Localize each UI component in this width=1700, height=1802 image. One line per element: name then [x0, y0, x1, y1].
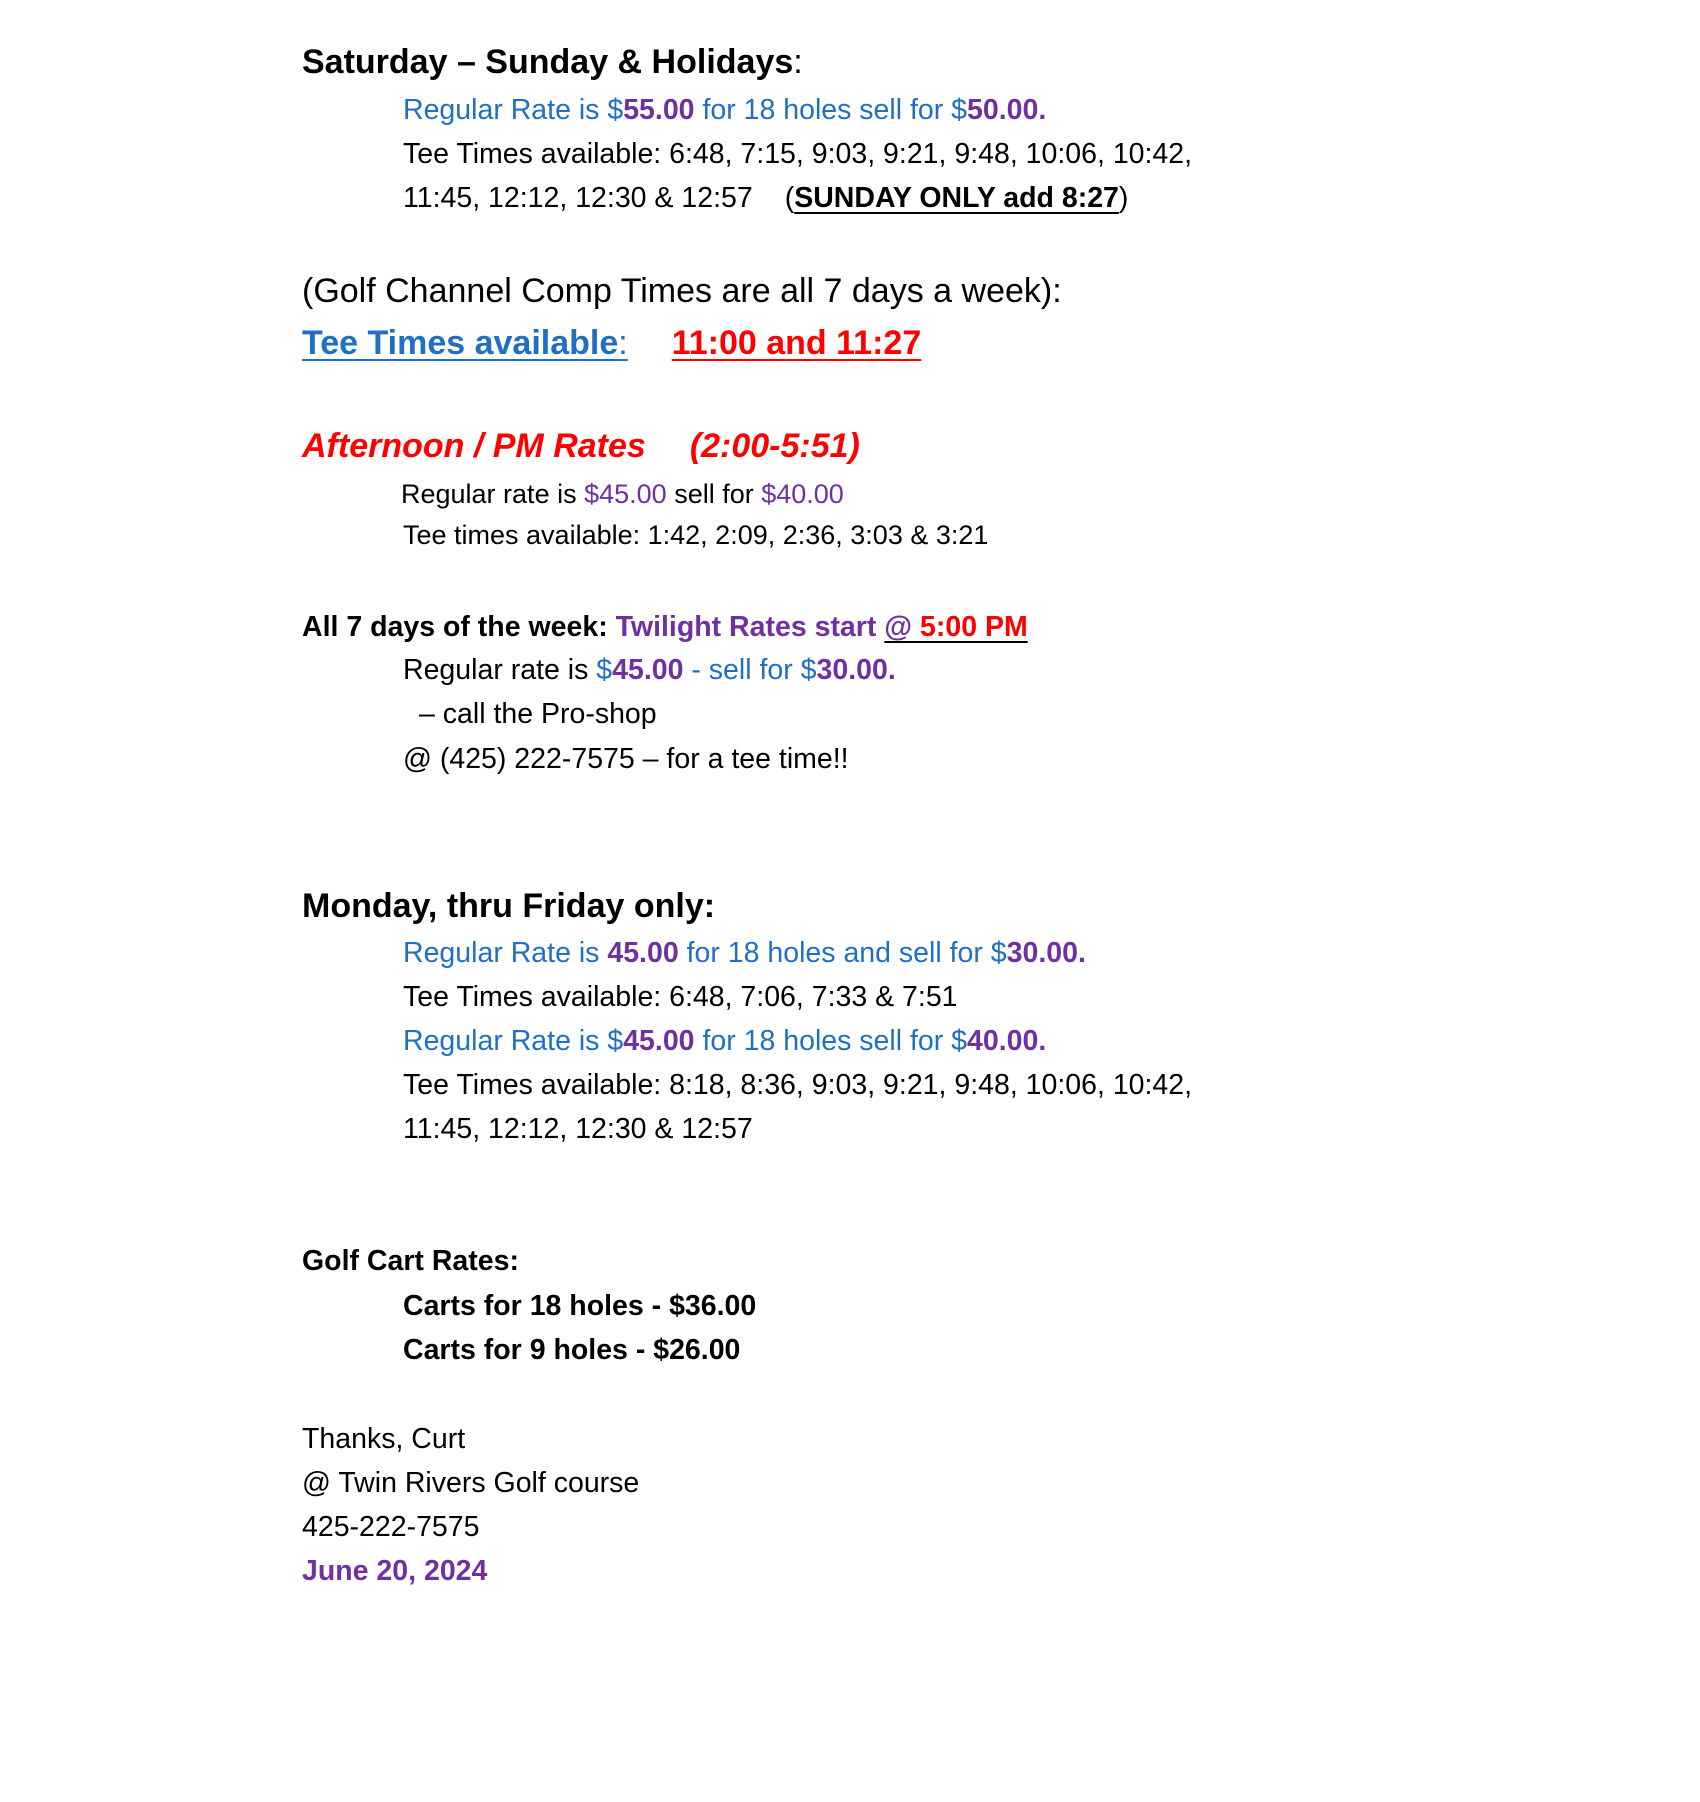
- afternoon-rate-prefix: Regular rate is: [401, 479, 585, 509]
- weekday-rate2-line: [403, 1027, 1046, 1056]
- afternoon-heading-text: Afternoon / PM Rates: [302, 427, 646, 465]
- twilight-heading: [302, 613, 1028, 642]
- sunday-only-note: SUNDAY ONLY add 8:27: [794, 182, 1119, 214]
- twilight-rate-line: [403, 656, 896, 685]
- twilight-label: All 7 days of the week:: [302, 611, 616, 643]
- afternoon-hours: (2:00-5:51): [689, 427, 860, 465]
- weekday-rate1-sell: 30.00.: [1006, 937, 1086, 969]
- weekend-heading-colon: :: [793, 43, 803, 81]
- weekday-rate2-sell: 40.00.: [967, 1025, 1047, 1057]
- weekday-rate1-middle: for 18 holes and sell for $: [678, 937, 1007, 969]
- twilight-phone-line: @ (425) 222-7575 – for a tee time!!: [403, 743, 849, 775]
- weekend-rate-sell: 50.00.: [967, 94, 1047, 126]
- golf-channel-heading: (Golf Channel Comp Times are all 7 days a week):: [302, 272, 1062, 310]
- weekend-tee-line-1: Tee Times available: 6:48, 7:15, 9:03, 9:21, 9:48, 10:06, 10:42,: [403, 138, 1193, 170]
- twilight-rate-sell: 30.00.: [816, 654, 896, 686]
- golf-channel-tee-label-text: Tee Times available: [302, 324, 619, 362]
- twilight-at: @: [884, 611, 913, 643]
- weekday-rate1-prefix: Regular Rate is: [403, 937, 608, 969]
- afternoon-rate-regular: $45.00: [584, 479, 667, 509]
- weekend-heading-text: Saturday – Sunday & Holidays: [302, 43, 794, 81]
- golf-channel-tee-label: [302, 324, 672, 362]
- weekday-rate1-regular: 45.00: [607, 937, 679, 969]
- sunday-note-open: (: [784, 182, 795, 214]
- twilight-rates-label: Twilight Rates start: [615, 611, 885, 643]
- weekend-rate-regular: 55.00: [623, 94, 695, 126]
- afternoon-rate-sell: $40.00: [761, 479, 844, 509]
- twilight-rate-regular: 45.00: [612, 654, 684, 686]
- weekend-heading: [302, 45, 803, 79]
- cart-rates-heading: Golf Cart Rates:: [302, 1245, 519, 1277]
- signature-thanks: Thanks, Curt: [302, 1423, 466, 1455]
- weekday-rate2-regular: 45.00: [623, 1025, 695, 1057]
- weekend-rate-prefix: Regular Rate is $: [403, 94, 624, 126]
- weekday-tee1-line: Tee Times available: 6:48, 7:06, 7:33 & 7:51: [403, 981, 958, 1013]
- twilight-rate-middle: - sell for $: [683, 654, 817, 686]
- sunday-note-close: ): [1118, 182, 1129, 214]
- signature-course: @ Twin Rivers Golf course: [302, 1467, 640, 1499]
- weekday-heading: Monday, thru Friday only:: [302, 887, 716, 925]
- weekend-rate-line: [403, 96, 1046, 125]
- weekday-rate2-middle: for 18 holes sell for $: [694, 1025, 968, 1057]
- weekday-tee2-line-1: Tee Times available: 8:18, 8:36, 9:03, 9:21, 9:48, 10:06, 10:42,: [403, 1069, 1193, 1101]
- afternoon-tee-line: Tee times available: 1:42, 2:09, 2:36, 3:03 & 3:21: [403, 520, 989, 550]
- weekend-rate-middle: for 18 holes sell for $: [694, 94, 968, 126]
- afternoon-rate-line: [401, 481, 844, 508]
- signature-date: June 20, 2024: [302, 1555, 488, 1587]
- afternoon-heading: [302, 429, 860, 463]
- twilight-rate-prefix: Regular rate is: [403, 654, 597, 686]
- twilight-start-time: 5:00 PM: [912, 611, 1028, 643]
- weekday-rate2-prefix: Regular Rate is $: [403, 1025, 624, 1057]
- weekend-tee-times-2: 11:45, 12:12, 12:30 & 12:57: [403, 182, 753, 214]
- signature-phone: 425-222-7575: [302, 1511, 480, 1543]
- weekday-tee2-line-2: 11:45, 12:12, 12:30 & 12:57: [403, 1113, 753, 1145]
- twilight-start: [884, 611, 1027, 643]
- weekday-rate1-line: [403, 939, 1086, 968]
- weekend-tee-line-2: [403, 184, 1128, 213]
- twilight-rate-dollar: $: [596, 654, 613, 686]
- cart-18-rate: Carts for 18 holes - $36.00: [403, 1290, 757, 1322]
- afternoon-rate-middle: sell for: [666, 479, 762, 509]
- twilight-call-line: – call the Pro-shop: [419, 698, 657, 730]
- golf-channel-tee-colon: :: [618, 324, 628, 362]
- golf-channel-tee-times: 11:00 and 11:27: [671, 324, 922, 362]
- golf-channel-tee-line: [302, 326, 921, 360]
- cart-9-rate: Carts for 9 holes - $26.00: [403, 1334, 741, 1366]
